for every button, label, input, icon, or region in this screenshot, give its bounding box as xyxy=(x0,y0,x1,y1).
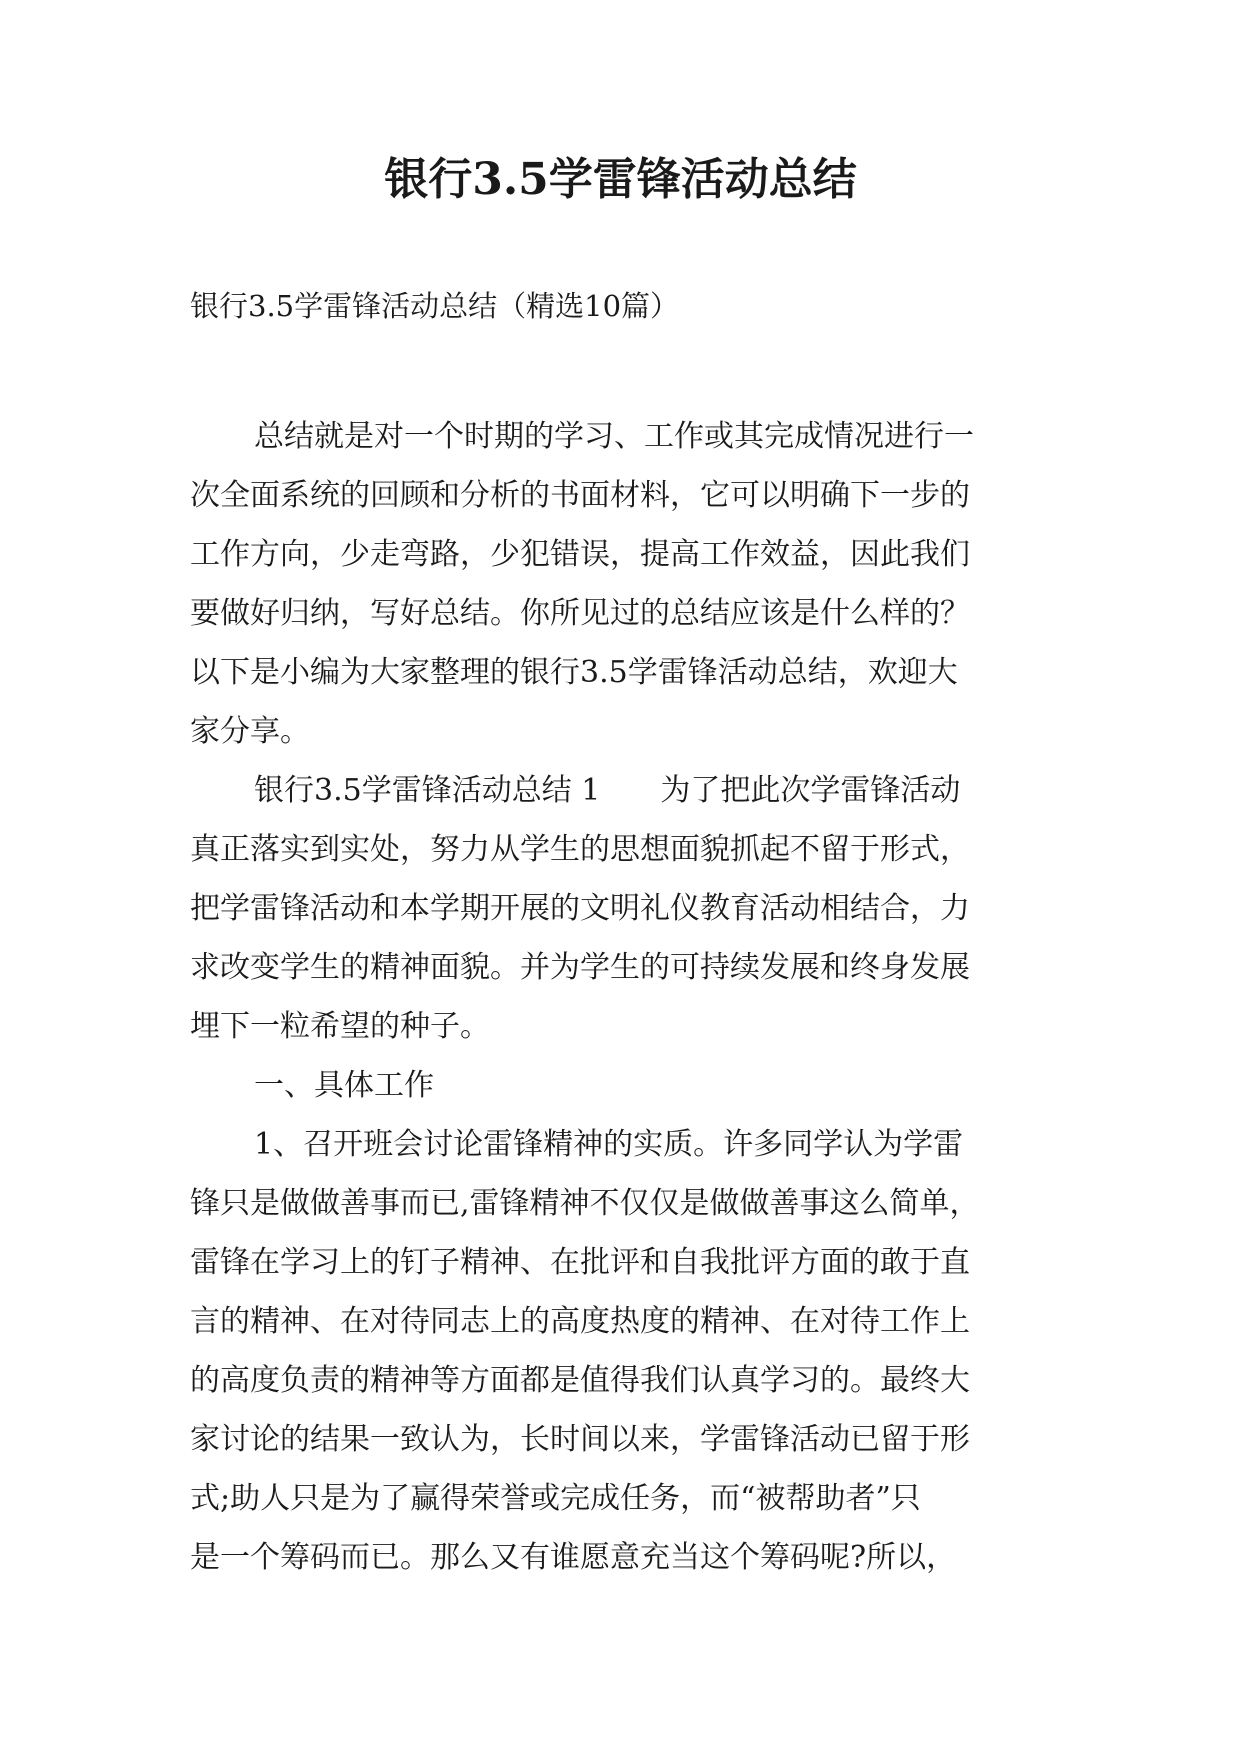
paragraph-intro-line: 总结就是对一个时期的学习、工作或其完成情况进行一 xyxy=(254,419,974,454)
paragraph-item-1-line: 是一个筹码而已。那么又有谁愿意充当这个筹码呢?所以， xyxy=(190,1540,957,1575)
document-body xyxy=(190,407,1070,1587)
paragraph-summary-1-line: 埋下一粒希望的种子。 xyxy=(190,1009,490,1044)
section-heading: 一、具体工作 xyxy=(254,1068,434,1103)
paragraph-item-1-line: 1、召开班会讨论雷锋精神的实质。许多同学认为学雷 xyxy=(254,1127,964,1162)
paragraph-summary-1-line: 真正落实到实处，努力从学生的思想面貌抓起不留于形式， xyxy=(190,832,970,867)
paragraph-intro-line: 要做好归纳，写好总结。你所见过的总结应该是什么样的？ xyxy=(190,596,970,631)
paragraph-intro-line: 家分享。 xyxy=(190,714,310,749)
paragraph-item-1-line: 雷锋在学习上的钉子精神、在批评和自我批评方面的敢于直 xyxy=(190,1245,970,1280)
paragraph-item-1-line: 家讨论的结果一致认为，长时间以来，学雷锋活动已留于形 xyxy=(190,1422,970,1457)
paragraph-item-1-line: 式;助人只是为了赢得荣誉或完成任务，而“被帮助者”只 xyxy=(190,1481,921,1516)
document-subtitle: 银行3.5学雷锋活动总结（精选10篇） xyxy=(190,289,680,323)
paragraph-item-1-line: 的高度负责的精神等方面都是值得我们认真学习的。最终大 xyxy=(190,1363,970,1398)
paragraph-summary-1-line: 把学雷锋活动和本学期开展的文明礼仪教育活动相结合，力 xyxy=(190,891,970,926)
paragraph-summary-1-line: 银行3.5学雷锋活动总结 1 为了把此次学雷锋活动 xyxy=(254,773,961,808)
paragraph-item-1-line: 言的精神、在对待同志上的高度热度的精神、在对待工作上 xyxy=(190,1304,970,1339)
document-title: 银行3.5学雷锋活动总结 xyxy=(384,154,857,205)
paragraph-intro-line: 次全面系统的回顾和分析的书面材料，它可以明确下一步的 xyxy=(190,478,970,513)
paragraph-summary-1-line: 求改变学生的精神面貌。并为学生的可持续发展和终身发展 xyxy=(190,950,970,985)
paragraph-intro-line: 工作方向，少走弯路，少犯错误，提高工作效益，因此我们 xyxy=(190,537,970,572)
paragraph-item-1-line: 锋只是做做善事而已,雷锋精神不仅仅是做做善事这么简单， xyxy=(190,1186,980,1221)
paragraph-intro-line: 以下是小编为大家整理的银行3.5学雷锋活动总结，欢迎大 xyxy=(190,655,958,690)
